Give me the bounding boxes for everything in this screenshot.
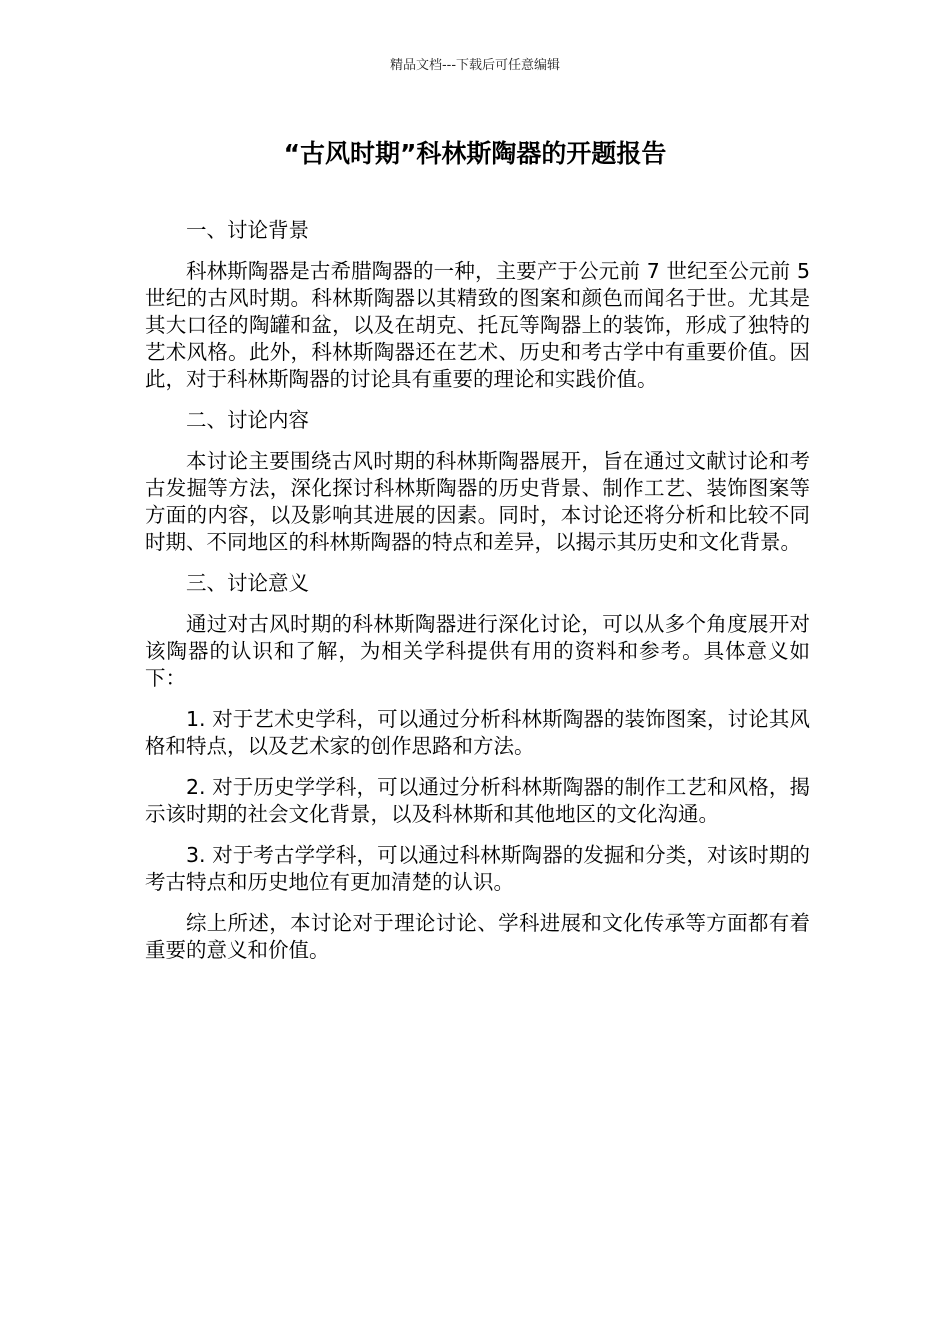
header-note: 精品文档---下载后可任意编辑 xyxy=(389,58,561,73)
section-heading: 三、讨论意义 xyxy=(186,571,309,595)
paragraph: 通过对古风时期的科林斯陶器进行深化讨论，可以从多个角度展开对该陶器的认识和了解，为相关学科提供有用的资料和参考。具体意义如下： xyxy=(145,612,810,690)
document-body xyxy=(145,217,810,978)
list-item: 1. 对于艺术史学科，可以通过分析科林斯陶器的装饰图案，讨论其风格和特点，以及艺术家的创作思路和方法。 xyxy=(145,707,810,758)
paragraph: 本讨论主要围绕古风时期的科林斯陶器展开，旨在通过文献讨论和考古发掘等方法，深化探讨科林斯陶器的历史背景、制作工艺、装饰图案等方面的内容，以及影响其进展的因素。同时，本讨论还将分析和比较不同时期、不同地区的科林斯陶器的特点和差异，以揭示其历史和文化背景。 xyxy=(145,449,810,554)
list-item: 2. 对于历史学学科，可以通过分析科林斯陶器的制作工艺和风格，揭示该时期的社会文化背景，以及科林斯和其他地区的文化沟通。 xyxy=(145,775,810,826)
list-item: 3. 对于考古学学科，可以通过科林斯陶器的发掘和分类，对该时期的考古特点和历史地位有更加清楚的认识。 xyxy=(145,843,810,894)
conclusion-paragraph: 综上所述，本讨论对于理论讨论、学科进展和文化传承等方面都有着重要的意义和价值。 xyxy=(145,911,810,962)
paragraph: 科林斯陶器是古希腊陶器的一种，主要产于公元前 7 世纪至公元前 5 世纪的古风时期。科林斯陶器以其精致的图案和颜色而闻名于世。尤其是其大口径的陶罐和盆，以及在胡克、托瓦等陶器上的装饰，形成了独特的艺术风格。此外，科林斯陶器还在艺术、历史和考古学中有重要价值。因此，对于科林斯陶器的讨论具有重要的理论和实践价值。 xyxy=(145,259,810,391)
section-heading: 二、讨论内容 xyxy=(186,408,309,432)
document-title: “古风时期”科林斯陶器的开题报告 xyxy=(283,139,667,168)
section-background xyxy=(145,217,810,393)
section-content xyxy=(145,407,810,556)
section-significance xyxy=(145,570,810,964)
section-heading: 一、讨论背景 xyxy=(186,218,309,242)
